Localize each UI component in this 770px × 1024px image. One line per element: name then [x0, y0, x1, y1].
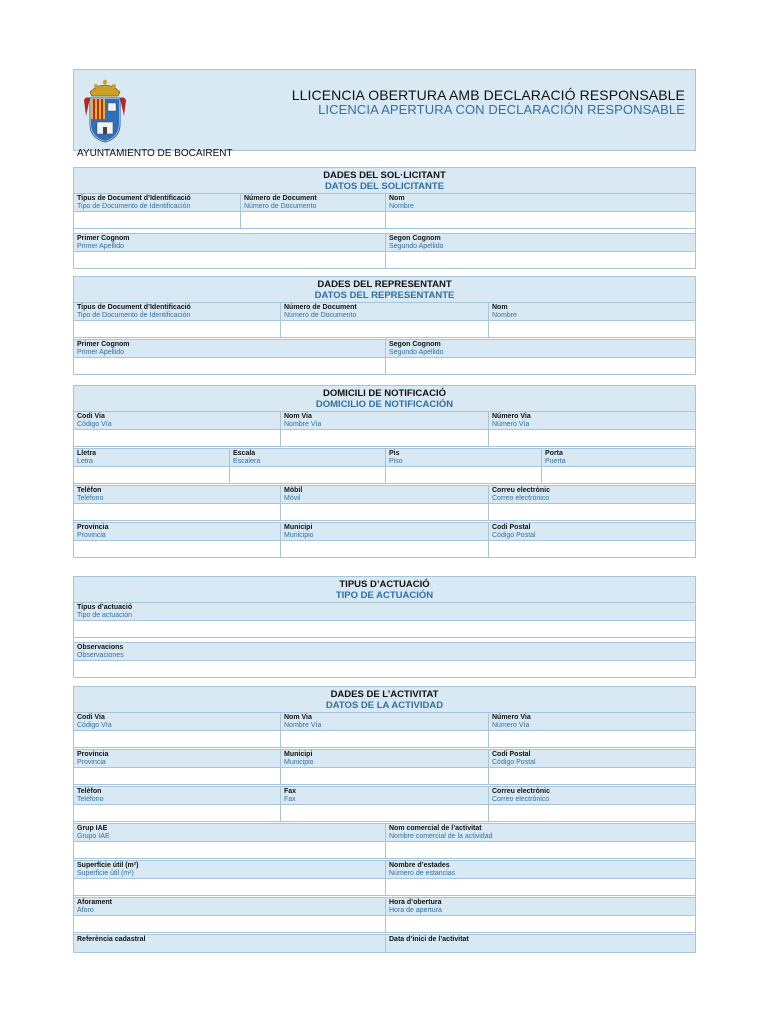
label-province: Província Provincia	[74, 750, 281, 767]
label-trade-name: Nom comercial de l’activitat Nombre comercial de la actividad	[386, 824, 695, 841]
section-title-catalan: DOMICILI DE NOTIFICACIÓ	[323, 388, 446, 399]
activity-street-name-field[interactable]	[281, 731, 489, 747]
label-document-type: Tipus de Document d’Identificació Tipo de Documento de Identificación	[74, 194, 241, 211]
form-title-spanish: LICENCIA APERTURA CON DECLARACIÓN RESPONSABLE	[318, 102, 685, 117]
address-letter-field[interactable]	[74, 467, 230, 483]
form-header	[73, 69, 696, 159]
label-street-name: Nom Via Nombre Vía	[281, 713, 489, 730]
label-name: Nom Nombre	[386, 194, 695, 211]
label-municipality: Municipi Municipio	[281, 523, 489, 540]
label-iae-group: Grup IAE Grupo IAE	[74, 824, 386, 841]
section-header	[74, 168, 695, 194]
applicant-document-type-field[interactable]	[74, 212, 241, 228]
label-province: Província Provincia	[74, 523, 281, 540]
section-title-spanish: TIPO DE ACTUACIÓN	[335, 590, 434, 601]
action-type-field[interactable]	[74, 621, 695, 637]
representative-document-number-field[interactable]	[281, 321, 489, 337]
activity-rooms-number-field[interactable]	[386, 879, 695, 895]
section-applicant	[73, 167, 696, 269]
activity-postal-code-field[interactable]	[489, 768, 695, 784]
label-phone: Telèfon Teléfono	[74, 486, 281, 503]
activity-street-number-field[interactable]	[489, 731, 695, 747]
section-title-catalan: TIPUS D’ACTUACIÓ	[339, 579, 430, 590]
label-mobile: Mòbil Móvil	[281, 486, 489, 503]
label-letter: Lletra Letra	[74, 449, 230, 466]
label-opening-hours: Hora d’obertura Hora de apertura	[386, 898, 695, 915]
label-postal-code: Codi Postal Código Postal	[489, 750, 695, 767]
applicant-document-number-field[interactable]	[241, 212, 386, 228]
label-activity-start-date: Data d’inici de l’activitat	[386, 935, 695, 952]
label-document-type: Tipus de Document d’Identificació Tipo de Documento de Identificación	[74, 303, 281, 320]
label-fax: Fax Fax	[281, 787, 489, 804]
label-street-code: Codi Via Código Vía	[74, 713, 281, 730]
section-title-catalan: DADES DE L’ACTIVITAT	[330, 689, 439, 700]
activity-phone-field[interactable]	[74, 805, 281, 821]
label-first-surname: Primer Cognom Primer Apellido	[74, 340, 386, 357]
label-observations: Observacions Observaciones	[74, 643, 695, 660]
label-action-type: Tipus d’actuació Tipo de actuación	[74, 603, 695, 620]
address-postal-code-field[interactable]	[489, 541, 695, 557]
activity-email-field[interactable]	[489, 805, 695, 821]
section-activity	[73, 686, 696, 953]
section-title-spanish: DATOS DEL SOLICITANTE	[324, 181, 445, 192]
address-phone-field[interactable]	[74, 504, 281, 520]
activity-opening-hours-field[interactable]	[386, 916, 695, 932]
representative-second-surname-field[interactable]	[386, 358, 695, 374]
label-phone: Telèfon Teléfono	[74, 787, 281, 804]
section-header	[74, 687, 695, 713]
label-name: Nom Nombre	[489, 303, 695, 320]
address-street-number-field[interactable]	[489, 430, 695, 446]
label-door: Porta Puerta	[542, 449, 695, 466]
label-capacity: Aforament Aforo	[74, 898, 386, 915]
representative-first-surname-field[interactable]	[74, 358, 386, 374]
activity-trade-name-field[interactable]	[386, 842, 695, 858]
label-cadastral-reference: Referència cadastral	[74, 935, 386, 952]
label-floor: Pis Piso	[386, 449, 542, 466]
address-province-field[interactable]	[74, 541, 281, 557]
label-second-surname: Segon Cognom Segundo Apellido	[386, 340, 695, 357]
section-header	[74, 577, 695, 603]
address-staircase-field[interactable]	[230, 467, 386, 483]
activity-street-code-field[interactable]	[74, 731, 281, 747]
label-useful-area: Superfície útil (m²) Superficie útil (m²)	[74, 861, 386, 878]
label-document-number: Número de Document Número de Documento	[281, 303, 489, 320]
label-street-number: Número Via Número Vía	[489, 713, 695, 730]
activity-municipality-field[interactable]	[281, 768, 489, 784]
section-header	[74, 277, 695, 303]
activity-iae-group-field[interactable]	[74, 842, 386, 858]
activity-fax-field[interactable]	[281, 805, 489, 821]
address-door-field[interactable]	[542, 467, 695, 483]
section-header	[74, 386, 695, 412]
form-title-catalan: LLICENCIA OBERTURA AMB DECLARACIÓ RESPONSABLE	[291, 87, 685, 103]
activity-province-field[interactable]	[74, 768, 281, 784]
label-email: Correu electrònic Correo electrónico	[489, 486, 695, 503]
label-first-surname: Primer Cognom Primer Apellido	[74, 234, 386, 251]
section-notification-address	[73, 385, 696, 558]
section-title-catalan: DADES DEL REPRESENTANT	[317, 279, 452, 290]
address-street-name-field[interactable]	[281, 430, 489, 446]
representative-name-field[interactable]	[489, 321, 695, 337]
label-municipality: Municipi Municipio	[281, 750, 489, 767]
section-title-catalan: DADES DEL SOL·LICITANT	[323, 170, 446, 181]
coat-of-arms-logo	[82, 76, 128, 144]
label-staircase: Escala Escalera	[230, 449, 386, 466]
applicant-first-surname-field[interactable]	[74, 252, 386, 268]
label-rooms-number: Nombre d’estades Número de estancias	[386, 861, 695, 878]
label-postal-code: Codi Postal Código Postal	[489, 523, 695, 540]
section-action-type	[73, 576, 696, 678]
label-second-surname: Segon Cognom Segundo Apellido	[386, 234, 695, 251]
activity-useful-area-field[interactable]	[74, 879, 386, 895]
address-mobile-field[interactable]	[281, 504, 489, 520]
form-page	[73, 69, 696, 943]
applicant-second-surname-field[interactable]	[386, 252, 695, 268]
section-title-spanish: DATOS DEL REPRESENTANTE	[314, 290, 455, 301]
address-email-field[interactable]	[489, 504, 695, 520]
representative-document-type-field[interactable]	[74, 321, 281, 337]
organization-name: AYUNTAMIENTO DE BOCAIRENT	[77, 148, 233, 159]
label-email: Correu electrònic Correo electrónico	[489, 787, 695, 804]
label-street-code: Codi Via Código Vía	[74, 412, 281, 429]
label-document-number: Número de Document Número de Documento	[241, 194, 386, 211]
section-title-spanish: DATOS DE LA ACTIVIDAD	[325, 700, 444, 711]
section-representative	[73, 276, 696, 375]
label-street-number: Número Via Número Vía	[489, 412, 695, 429]
section-title-spanish: DOMICILIO DE NOTIFICACIÓN	[315, 399, 454, 410]
applicant-name-field[interactable]	[386, 212, 695, 228]
activity-capacity-field[interactable]	[74, 916, 386, 932]
address-street-code-field[interactable]	[74, 430, 281, 446]
address-floor-field[interactable]	[386, 467, 542, 483]
address-municipality-field[interactable]	[281, 541, 489, 557]
observations-field[interactable]	[74, 661, 695, 677]
label-street-name: Nom Via Nombre Vía	[281, 412, 489, 429]
